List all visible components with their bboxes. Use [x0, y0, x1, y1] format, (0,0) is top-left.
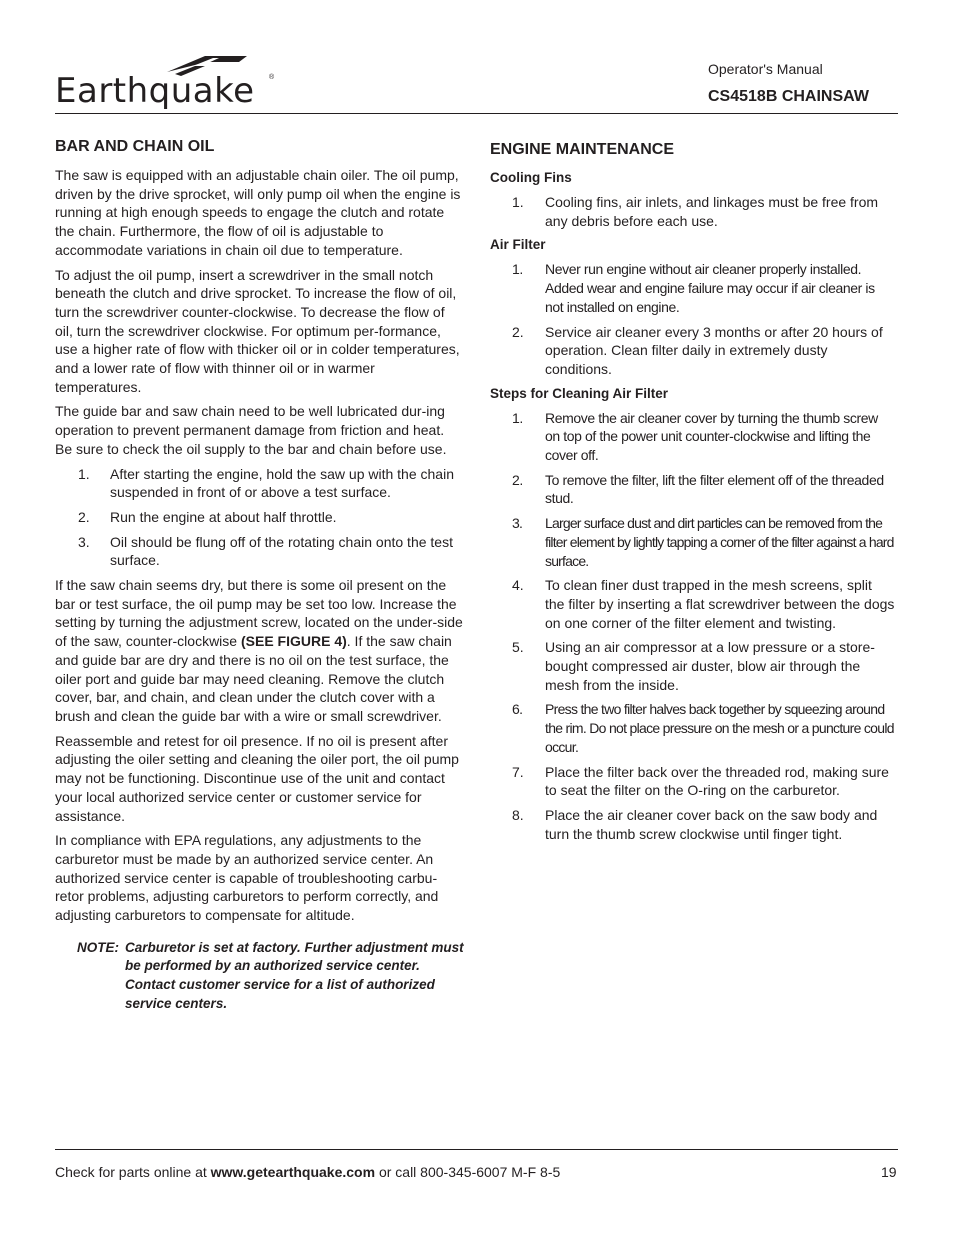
page-header — [55, 0, 898, 114]
right-column — [490, 139, 895, 849]
step-number: 2. — [512, 323, 524, 340]
note-text: Carburetor is set at factory. Further adjustment must be performed by an authorized service center. Contact customer service for a list of authorized service centers. — [125, 939, 464, 1011]
list-item — [55, 533, 465, 570]
step-text: Service air cleaner every 3 months or after 20 hours of operation. Clean filter daily in extremely dusty conditions. — [545, 323, 883, 377]
header-rule — [55, 113, 898, 114]
paragraph: Reassemble and retest for oil presence. If no oil is present after adjusting the oiler setting and cleaning the oiler port, the oil pump may not be functioning. Discontinue use of the unit and contact your local authorized service center or customer service for assistance. — [55, 732, 459, 824]
list-item — [490, 323, 895, 379]
step-number: 8. — [512, 806, 524, 823]
step-number: 5. — [512, 639, 524, 656]
step-number: 6. — [512, 701, 523, 718]
step-text: After starting the engine, hold the saw up with the chain suspended in front of or above a test surface. — [110, 465, 454, 501]
page-number: 19 — [881, 1164, 897, 1180]
step-text: Never run engine without air cleaner properly installed. Added wear and engine failure may occur if air cleaner is not installed on engine. — [545, 261, 875, 315]
footer-rule — [55, 1149, 898, 1150]
paragraph-text: If the saw chain seems dry, but there is some oil present on the bar or test surface, the oil pump may be set too low. Increase the setting by turning the adjustment screw, located on the under-side of the saw, counter-clockwise — [55, 577, 463, 650]
step-number: 3. — [512, 515, 523, 532]
list-item — [490, 514, 895, 570]
step-text: Press the two filter halves back together by squeezing around the rim. Do not place pressure on the mesh or a puncture could occur. — [545, 701, 894, 755]
oil-test-steps — [55, 465, 465, 571]
paragraph: To adjust the oil pump, insert a screwdriver in the small notch beneath the clutch and drive sprocket. To increase the flow of oil, turn the screwdriver counter-clockwise. To decrease the flow of oil, turn the screwdriver clockwise. For optimum per-formance, use a higher rate of flow with thicker oil or in colder temperatures, and a lower rate of flow with thinner oil or in warmer temperatures. — [55, 266, 460, 395]
page-footer — [55, 1164, 560, 1180]
figure-reference: (SEE FIGURE 4) — [240, 633, 347, 650]
footer-prefix: Check for parts online at — [55, 1164, 211, 1180]
bar-chain-oil-heading: BAR AND CHAIN OIL — [55, 138, 215, 155]
registered-mark: ® — [269, 74, 275, 81]
step-number: 7. — [512, 763, 524, 780]
air-filter-heading: Air Filter — [490, 237, 546, 253]
list-item — [490, 471, 895, 508]
step-text: Run the engine at about half throttle. — [110, 508, 337, 525]
engine-maintenance-heading: ENGINE MAINTENANCE — [490, 141, 675, 158]
step-text: Using an air compressor at a low pressure or a store-bought compressed air duster, blow air through the mesh from the inside. — [545, 639, 875, 693]
list-item — [55, 508, 465, 527]
list-item — [490, 700, 895, 756]
step-number: 1. — [512, 261, 523, 278]
step-number: 2. — [512, 471, 523, 488]
list-item — [490, 638, 895, 694]
list-item — [490, 806, 895, 843]
list-item — [490, 409, 895, 465]
list-item — [490, 260, 895, 316]
brand-name: Earthquake — [55, 71, 255, 111]
step-text: Place the filter back over the threaded rod, making sure to seat the filter on the O-ring on the carburetor. — [545, 763, 889, 799]
step-text: Remove the air cleaner cover by turning the thumb screw on top of the power unit counter-clockwise and lifting the cover off. — [545, 409, 878, 464]
cooling-fins-heading: Cooling Fins — [490, 170, 572, 185]
paragraph: In compliance with EPA regulations, any adjustments to the carburetor must be made by an authorized service center. An authorized service center is capable of troubleshooting carbu-retor problems, adjusting carburetors to perform correctly, and adjusting carburetors to compensate for altitude. — [55, 832, 439, 924]
cleaning-steps — [490, 409, 895, 844]
step-text: To clean finer dust trapped in the mesh screens, split the filter by inserting a flat screwdriver between the dogs on one corner of the filter element and twisting. — [545, 577, 895, 631]
footer-suffix: or call 800-345-6007 M-F 8-5 — [375, 1164, 561, 1180]
step-text: Larger surface dust and dirt particles can be removed from the filter element by lightly tapping a corner of the filter against a hard surface. — [545, 515, 894, 569]
manual-label: Operator's Manual — [708, 61, 823, 77]
step-number: 3. — [78, 533, 90, 550]
earthquake-logo — [55, 52, 280, 114]
step-number: 1. — [512, 409, 523, 426]
step-text: Cooling fins, air inlets, and linkages must be free from any debris before each use. — [545, 194, 879, 229]
cooling-steps — [490, 193, 895, 230]
list-item — [490, 576, 895, 632]
website-link[interactable]: www.getearthquake.com — [210, 1164, 376, 1180]
paragraph: The saw is equipped with an adjustable chain oiler. The oil pump, driven by the drive sprocket, will only pump oil when the engine is running at high enough speeds to engage the clutch and rotate the chain. Furthermore, the flow of oil is adjustable to accommodate variations in chain oil due to temperature. — [55, 167, 461, 258]
paragraph: The guide bar and saw chain need to be well lubricated dur-ing operation to prevent permanent damage from friction and heat. Be sure to check the oil supply to the bar and chain before use. — [55, 403, 447, 457]
step-text: Oil should be flung off of the rotating chain onto the test surface. — [110, 533, 453, 569]
paragraph-text: . If the saw chain and guide bar are dry and there is no oil on the test surface, the oiler port and guide bar may need cleaning. Remove the clutch cover, bar, and chain, and clean under the clutch cover with a brush and clean the guide bar with a wire or small screwdriver. — [55, 633, 452, 724]
list-item — [490, 763, 895, 800]
carburetor-note — [55, 939, 465, 1014]
step-number: 1. — [512, 194, 524, 210]
list-item — [55, 465, 465, 502]
cleaning-steps-heading: Steps for Cleaning Air Filter — [490, 385, 669, 401]
model-label: CS4518B CHAINSAW — [708, 88, 869, 105]
step-number: 4. — [512, 577, 524, 594]
paragraph — [55, 576, 465, 726]
list-item — [490, 193, 895, 230]
step-number: 1. — [78, 465, 90, 482]
left-column — [55, 136, 465, 1014]
step-number: 2. — [78, 508, 90, 525]
step-text: To remove the filter, lift the filter element off of the threaded stud. — [545, 471, 884, 507]
step-text: Place the air cleaner cover back on the saw body and turn the thumb screw clockwise until finger tight. — [545, 806, 878, 842]
air-filter-steps — [490, 260, 895, 378]
note-label: NOTE: — [77, 939, 119, 955]
